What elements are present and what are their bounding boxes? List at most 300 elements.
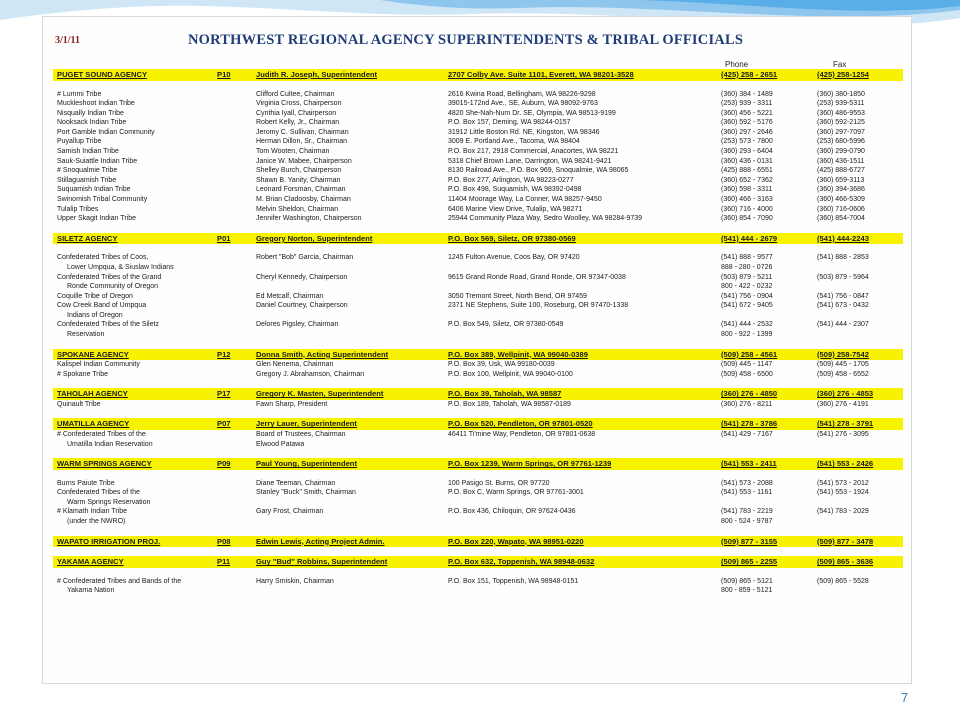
official-name bbox=[256, 118, 446, 128]
tribe-row bbox=[53, 320, 903, 330]
address bbox=[448, 137, 763, 147]
agency-code-text: P10 bbox=[217, 70, 231, 79]
fax-number-text: (509) 445 - 1705 bbox=[817, 361, 869, 369]
fax-number bbox=[817, 253, 903, 263]
agency-code bbox=[217, 418, 259, 430]
official-name bbox=[256, 507, 446, 517]
entity-name-text: # Confederated Tribes of the bbox=[57, 430, 146, 438]
entity-name bbox=[57, 176, 217, 186]
phone-number bbox=[721, 128, 813, 138]
address bbox=[448, 99, 763, 109]
entity-name bbox=[57, 253, 217, 263]
officials-table bbox=[53, 69, 903, 596]
phone-number-text: (425) 888 - 6551 bbox=[721, 167, 773, 175]
address-text: P.O. Box 520, Pendleton, OR 97801-0520 bbox=[448, 419, 593, 429]
entity-name bbox=[57, 458, 217, 470]
fax-number-text: (360) 276 - 4853 bbox=[817, 389, 874, 399]
official-name bbox=[256, 273, 446, 283]
entity-name-text: Nisqually Indian Tribe bbox=[57, 109, 124, 117]
scanned-document bbox=[42, 16, 912, 684]
address bbox=[448, 370, 763, 380]
phone-number bbox=[721, 488, 813, 498]
phone-number bbox=[721, 430, 813, 440]
address bbox=[448, 418, 763, 430]
address-text: 3050 Tremont Street, North Bend, OR 97459 bbox=[448, 292, 587, 300]
phone-number bbox=[721, 233, 813, 245]
agency-code bbox=[217, 556, 259, 568]
fax-number bbox=[817, 90, 903, 100]
phone-number-text: (541) 278 - 3786 bbox=[721, 419, 778, 429]
fax-number-text: (541) 276 - 3095 bbox=[817, 430, 869, 438]
official-name-text: Donna Smith, Acting Superintendent bbox=[256, 349, 389, 359]
fax-number bbox=[817, 185, 903, 195]
official-name bbox=[256, 349, 446, 361]
official-name bbox=[256, 253, 446, 263]
official-name-text: Gregory J. Abrahamson, Chairman bbox=[256, 370, 365, 378]
address bbox=[448, 157, 763, 167]
fax-number bbox=[817, 536, 903, 548]
agency-code bbox=[217, 233, 259, 245]
fax-number-text: (509) 458 - 6552 bbox=[817, 370, 869, 378]
entity-name-text: WARM SPRINGS AGENCY bbox=[57, 459, 152, 469]
phone-number bbox=[721, 292, 813, 302]
fax-number bbox=[817, 349, 903, 361]
phone-number-text: (541) 888 - 9577 bbox=[721, 254, 773, 262]
entity-name bbox=[57, 128, 217, 138]
document-title: NORTHWEST REGIONAL AGENCY SUPERINTENDENTS & TRIBAL OFFICIALS bbox=[188, 32, 744, 48]
address bbox=[448, 360, 763, 370]
phone-number-text: 800 - 859 - 5121 bbox=[721, 587, 773, 595]
official-name-text: Jerry Lauer, Superintendent bbox=[256, 419, 357, 429]
phone-number-text: (360) 293 - 6404 bbox=[721, 148, 773, 156]
fax-number bbox=[817, 233, 903, 245]
entity-name-text: Puyallup Tribe bbox=[57, 138, 102, 146]
official-name bbox=[256, 69, 446, 81]
entity-name-text: Ronde Community of Oregon bbox=[67, 283, 159, 291]
address bbox=[448, 320, 763, 330]
agency-code bbox=[217, 349, 259, 361]
tribe-row bbox=[53, 205, 903, 215]
entity-name bbox=[57, 370, 217, 380]
phone-number-text: (360) 598 - 3311 bbox=[721, 186, 773, 194]
phone-number-text: 800 - 524 - 9787 bbox=[721, 518, 773, 525]
tribe-row bbox=[53, 577, 903, 587]
tribe-row bbox=[53, 517, 903, 527]
fax-number-text: (360) 486-9553 bbox=[817, 109, 865, 117]
entity-name bbox=[57, 586, 227, 596]
address-text: 25944 Community Plaza Way, Sedro Woolley, WA 98284-9739 bbox=[448, 215, 643, 223]
official-name bbox=[256, 137, 446, 147]
entity-name bbox=[57, 440, 227, 450]
agency-row bbox=[53, 388, 903, 400]
tribe-row bbox=[53, 488, 903, 498]
entity-name-text: Samish Indian Tribe bbox=[57, 148, 119, 156]
phone-number-text: (360) 652 - 7362 bbox=[721, 176, 773, 184]
phone-number-text: (360) 854 - 7090 bbox=[721, 215, 773, 223]
phone-number-text: (360) 456 - 5221 bbox=[721, 109, 773, 117]
phone-number bbox=[721, 418, 813, 430]
fax-number-text: (425) 258-1254 bbox=[817, 70, 869, 79]
phone-number-text: (541) 429 - 7167 bbox=[721, 430, 773, 438]
official-name bbox=[256, 418, 446, 430]
official-name bbox=[256, 205, 446, 215]
phone-number bbox=[721, 185, 813, 195]
fax-number bbox=[817, 507, 903, 517]
address-text: 6406 Marine View Drive, Tulalip, WA 98271 bbox=[448, 205, 583, 213]
official-name-text: Melvin Sheldon, Chairman bbox=[256, 205, 339, 213]
agency-code-text: P11 bbox=[217, 557, 231, 567]
entity-name bbox=[57, 118, 217, 128]
phone-number-text: 800 - 922 - 1399 bbox=[721, 331, 773, 339]
official-name-text: Robert Kelly, Jr., Chairman bbox=[256, 119, 340, 127]
tribe-row bbox=[53, 195, 903, 205]
fax-number-text: (541) 553 - 1924 bbox=[817, 489, 869, 497]
entity-name bbox=[57, 517, 227, 527]
entity-name-text: YAKAMA AGENCY bbox=[57, 557, 124, 567]
address bbox=[448, 400, 763, 410]
official-name-text: Jeromy C. Sullivan, Chairman bbox=[256, 128, 349, 136]
fax-number-text: (360) 436-1511 bbox=[817, 157, 865, 165]
fax-number bbox=[817, 205, 903, 215]
tribe-row bbox=[53, 273, 903, 283]
entity-name-text: Tulalip Tribes bbox=[57, 205, 99, 213]
fax-number-text: (509) 258-7542 bbox=[817, 349, 869, 359]
phone-number bbox=[721, 507, 813, 517]
phone-number bbox=[721, 479, 813, 489]
address-text: P.O. Box 277, Arlington, WA 98223-0277 bbox=[448, 176, 574, 184]
entity-name-text: Confederated Tribes of Coos, bbox=[57, 254, 149, 262]
entity-name-text: Port Gamble Indian Community bbox=[57, 128, 155, 136]
entity-name-text: Coquille Tribe of Oregon bbox=[57, 292, 133, 300]
entity-name bbox=[57, 577, 217, 587]
phone-number-text: (509) 865 - 2255 bbox=[721, 557, 778, 567]
phone-number bbox=[721, 273, 813, 283]
entity-name-text: WAPATO IRRIGATION PROJ. bbox=[57, 536, 161, 546]
fax-number-text: (253) 939-5311 bbox=[817, 100, 865, 108]
entity-name-text: # Klamath Indian Tribe bbox=[57, 508, 128, 516]
address-text: 100 Pasigo St. Burns, OR 97720 bbox=[448, 479, 550, 487]
phone-number bbox=[721, 263, 813, 273]
fax-number bbox=[817, 577, 903, 587]
official-name-text: Stanley "Buck" Smith, Chairman bbox=[256, 489, 356, 497]
address-text: P.O. Box 39, Usk, WA 99180-0039 bbox=[448, 361, 555, 369]
phone-number bbox=[721, 137, 813, 147]
tribe-row bbox=[53, 185, 903, 195]
phone-column-header: Phone bbox=[725, 60, 749, 69]
entity-name bbox=[57, 479, 217, 489]
official-name bbox=[256, 556, 446, 568]
phone-number-text: (541) 573 - 2088 bbox=[721, 479, 773, 487]
official-name bbox=[256, 479, 446, 489]
agency-code-text: P01 bbox=[217, 233, 231, 243]
phone-number-text: (360) 436 - 0131 bbox=[721, 157, 773, 165]
fax-number bbox=[817, 556, 903, 568]
entity-name-text: Warm Springs Reservation bbox=[67, 498, 151, 506]
phone-number bbox=[721, 69, 813, 81]
phone-number-text: (360) 276 - 8211 bbox=[721, 400, 773, 408]
address-text: P.O. Box 389, Wellpinit, WA 99040-0389 bbox=[448, 349, 588, 359]
address bbox=[448, 292, 763, 302]
official-name-text: Daniel Courtney, Chairperson bbox=[256, 302, 348, 310]
fax-number-text: (425) 888-6727 bbox=[817, 167, 865, 175]
tribe-row bbox=[53, 263, 903, 273]
agency-code-text: P09 bbox=[217, 459, 231, 469]
official-name-text: Judith R. Joseph, Superintendent bbox=[256, 70, 378, 79]
official-name bbox=[256, 147, 446, 157]
row-spacer bbox=[53, 224, 903, 233]
row-spacer bbox=[53, 244, 903, 253]
official-name-text: Paul Young, Superintendent bbox=[256, 459, 357, 469]
phone-number bbox=[721, 282, 813, 292]
address bbox=[448, 147, 763, 157]
official-name bbox=[256, 233, 446, 245]
entity-name-text: Nooksack Indian Tribe bbox=[57, 119, 127, 127]
agency-code-text: P17 bbox=[217, 389, 231, 399]
official-name bbox=[256, 195, 446, 205]
entity-name-text: Yakama Nation bbox=[67, 587, 115, 595]
address bbox=[448, 214, 763, 224]
entity-name bbox=[57, 233, 217, 245]
phone-number bbox=[721, 458, 813, 470]
phone-number bbox=[721, 253, 813, 263]
entity-name-text: (under the NWRO) bbox=[67, 518, 126, 525]
address bbox=[448, 195, 763, 205]
entity-name bbox=[57, 292, 217, 302]
document-date: 3/1/11 bbox=[55, 35, 81, 46]
official-name-text: Ed Metcalf, Chairman bbox=[256, 292, 324, 300]
entity-name bbox=[57, 273, 217, 283]
official-name-text: Tom Wooten, Chairman bbox=[256, 148, 330, 156]
phone-number-text: (360) 592 - 5176 bbox=[721, 119, 773, 127]
agency-row bbox=[53, 556, 903, 568]
tribe-row bbox=[53, 292, 903, 302]
entity-name bbox=[57, 320, 217, 330]
address-text: P.O. Box 151, Toppenish, WA 98948-0151 bbox=[448, 577, 579, 585]
entity-name-text: PUGET SOUND AGENCY bbox=[57, 70, 148, 79]
entity-name bbox=[57, 360, 217, 370]
fax-number bbox=[817, 400, 903, 410]
official-name-text: Janice W. Mabee, Chairperson bbox=[256, 157, 352, 165]
official-name-text: Cheryl Kennedy, Chairperson bbox=[256, 273, 348, 281]
entity-name bbox=[57, 536, 217, 548]
fax-number bbox=[817, 118, 903, 128]
entity-name bbox=[57, 311, 227, 321]
address bbox=[448, 349, 763, 361]
fax-number bbox=[817, 166, 903, 176]
agency-code bbox=[217, 388, 259, 400]
entity-name-text: TAHOLAH AGENCY bbox=[57, 389, 128, 399]
address bbox=[448, 479, 763, 489]
address-text: P.O. Box 157, Deming, WA 98244-0157 bbox=[448, 119, 571, 127]
entity-name bbox=[57, 109, 217, 119]
address-text: P.O. Box 189, Taholah, WA 98587-0189 bbox=[448, 400, 571, 408]
official-name bbox=[256, 90, 446, 100]
fax-number-text: (360) 659-3113 bbox=[817, 176, 865, 184]
fax-column-header: Fax bbox=[833, 60, 847, 69]
phone-number-text: (541) 783 - 2219 bbox=[721, 508, 773, 516]
row-spacer bbox=[53, 340, 903, 349]
address-text: P.O. Box 39, Taholah, WA 98587 bbox=[448, 389, 562, 399]
entity-name bbox=[57, 185, 217, 195]
entity-name bbox=[57, 205, 217, 215]
official-name bbox=[256, 166, 446, 176]
fax-number-text: (541) 444 - 2307 bbox=[817, 321, 869, 329]
official-name bbox=[256, 360, 446, 370]
fax-number bbox=[817, 99, 903, 109]
address-text: P.O. Box 569, Siletz, OR 97380-0569 bbox=[448, 233, 576, 243]
address-text: P.O. Box C, Warm Springs, OR 97761-3001 bbox=[448, 489, 584, 497]
entity-name bbox=[57, 349, 217, 361]
official-name-text: M. Brian Cladoosby, Chairman bbox=[256, 196, 351, 204]
phone-number-text: (425) 258 - 2651 bbox=[721, 70, 778, 79]
address-text: 9615 Grand Ronde Road, Grand Ronde, OR 97347-0038 bbox=[448, 273, 626, 281]
tribe-row bbox=[53, 301, 903, 311]
row-spacer bbox=[53, 81, 903, 90]
official-name-text: Jennifer Washington, Chairperson bbox=[256, 215, 362, 223]
address-text: P.O. Box 220, Wapato, WA 98951-0220 bbox=[448, 536, 584, 546]
official-name-text: Fawn Sharp, President bbox=[256, 400, 328, 408]
address-text: P.O. Box 498, Suquamish, WA 98392-0498 bbox=[448, 186, 582, 194]
address bbox=[448, 536, 763, 548]
address-text: 3009 E. Portland Ave., Tacoma, WA 98404 bbox=[448, 138, 580, 146]
fax-number bbox=[817, 292, 903, 302]
entity-name-text: UMATILLA AGENCY bbox=[57, 419, 130, 429]
fax-number bbox=[817, 109, 903, 119]
entity-name-text: # Spokane Tribe bbox=[57, 370, 108, 378]
address bbox=[448, 69, 763, 81]
entity-name-text: Quinault Tribe bbox=[57, 400, 101, 408]
fax-number-text: (509) 865 - 5528 bbox=[817, 577, 869, 585]
entity-name-text: Reservation bbox=[67, 331, 105, 339]
tribe-row bbox=[53, 479, 903, 489]
official-name-text: Guy "Bud" Robbins, Superintendent bbox=[256, 557, 388, 567]
official-name bbox=[256, 370, 446, 380]
fax-number bbox=[817, 360, 903, 370]
phone-number bbox=[721, 90, 813, 100]
official-name bbox=[256, 109, 446, 119]
phone-number bbox=[721, 147, 813, 157]
address-text: P.O. Box 217, 2918 Commercial, Anacortes, WA 98221 bbox=[448, 148, 619, 156]
entity-name-text: Burns Paiute Tribe bbox=[57, 479, 115, 487]
phone-number-text: (541) 444 - 2679 bbox=[721, 233, 778, 243]
fax-number-text: (541) 888 - 2853 bbox=[817, 254, 869, 262]
official-name bbox=[256, 430, 446, 440]
address bbox=[448, 273, 763, 283]
fax-number bbox=[817, 69, 903, 81]
phone-number-text: 888 - 280 - 0726 bbox=[721, 263, 773, 271]
entity-name bbox=[57, 498, 227, 508]
tribe-row bbox=[53, 99, 903, 109]
entity-name bbox=[57, 507, 217, 517]
fax-number-text: (360) 394-3686 bbox=[817, 186, 865, 194]
row-spacer bbox=[53, 547, 903, 556]
phone-number bbox=[721, 214, 813, 224]
fax-number-text: (360) 299-0790 bbox=[817, 148, 865, 156]
phone-number bbox=[721, 176, 813, 186]
fax-number-text: (360) 380-1850 bbox=[817, 90, 865, 98]
phone-number-text: (503) 879 - 5211 bbox=[721, 273, 773, 281]
address-text: 8130 Railroad Ave., P.O. Box 969, Snoqualmie, WA 98065 bbox=[448, 167, 629, 175]
fax-number-text: (541) 553 - 2426 bbox=[817, 459, 874, 469]
entity-name bbox=[57, 99, 217, 109]
fax-number-text: (541) 573 - 2012 bbox=[817, 479, 869, 487]
entity-name bbox=[57, 69, 217, 81]
agency-row bbox=[53, 349, 903, 361]
entity-name-text: Kalispel Indian Community bbox=[57, 361, 140, 369]
fax-number bbox=[817, 488, 903, 498]
phone-number-text: (509) 458 - 6500 bbox=[721, 370, 773, 378]
entity-name-text: Umatilla Indian Reservation bbox=[67, 440, 153, 448]
address-text: 46411 Ti'mine Way, Pendleton, OR 97801-0638 bbox=[448, 430, 596, 438]
address bbox=[448, 556, 763, 568]
entity-name bbox=[57, 263, 227, 273]
phone-number-text: (509) 877 - 3155 bbox=[721, 536, 778, 546]
official-name bbox=[256, 176, 446, 186]
entity-name bbox=[57, 418, 217, 430]
entity-name-text: SILETZ AGENCY bbox=[57, 233, 118, 243]
address bbox=[448, 388, 763, 400]
fax-number bbox=[817, 418, 903, 430]
phone-number bbox=[721, 536, 813, 548]
tribe-row bbox=[53, 253, 903, 263]
address-text: P.O. Box 100, Wellpinit, WA 99040-0100 bbox=[448, 370, 573, 378]
agency-row bbox=[53, 418, 903, 430]
entity-name bbox=[57, 556, 217, 568]
entity-name bbox=[57, 166, 217, 176]
phone-number-text: 800 - 422 - 0232 bbox=[721, 283, 773, 291]
fax-number bbox=[817, 214, 903, 224]
official-name-text: Shelley Burch, Chairperson bbox=[256, 167, 342, 175]
address-text: 5318 Chief Brown Lane, Darrington, WA 98241-9421 bbox=[448, 157, 612, 165]
agency-row bbox=[53, 458, 903, 470]
official-name bbox=[256, 577, 446, 587]
entity-name bbox=[57, 214, 217, 224]
entity-name-text: Sauk-Suiattle Indian Tribe bbox=[57, 157, 138, 165]
official-name-text: Harry Smiskin, Chairman bbox=[256, 577, 334, 585]
phone-number bbox=[721, 205, 813, 215]
tribe-row bbox=[53, 282, 903, 292]
fax-number bbox=[817, 137, 903, 147]
address bbox=[448, 253, 763, 263]
official-name bbox=[256, 458, 446, 470]
entity-name-text: Swinomish Tribal Community bbox=[57, 196, 148, 204]
row-spacer bbox=[53, 568, 903, 577]
official-name bbox=[256, 440, 446, 450]
row-spacer bbox=[53, 470, 903, 479]
phone-number-text: (541) 553 - 1161 bbox=[721, 489, 773, 497]
phone-number bbox=[721, 577, 813, 587]
phone-number-text: (509) 445 - 1147 bbox=[721, 361, 773, 369]
official-name bbox=[256, 157, 446, 167]
phone-number bbox=[721, 349, 813, 361]
fax-number-text: (360) 592-2125 bbox=[817, 119, 865, 127]
entity-name-text: SPOKANE AGENCY bbox=[57, 349, 129, 359]
address bbox=[448, 430, 763, 440]
fax-number-text: (360) 297-7097 bbox=[817, 128, 865, 136]
address bbox=[448, 128, 763, 138]
entity-name bbox=[57, 137, 217, 147]
phone-number-text: (253) 573 - 7800 bbox=[721, 138, 773, 146]
official-name bbox=[256, 536, 446, 548]
phone-number-text: (360) 384 - 1489 bbox=[721, 90, 773, 98]
phone-number-text: (360) 466 - 3163 bbox=[721, 196, 773, 204]
entity-name bbox=[57, 195, 217, 205]
tribe-row bbox=[53, 360, 903, 370]
tribe-row bbox=[53, 330, 903, 340]
entity-name-text: Suquamish Indian Tribe bbox=[57, 186, 131, 194]
agency-code bbox=[217, 69, 259, 81]
fax-number-text: (360) 466-5309 bbox=[817, 196, 865, 204]
